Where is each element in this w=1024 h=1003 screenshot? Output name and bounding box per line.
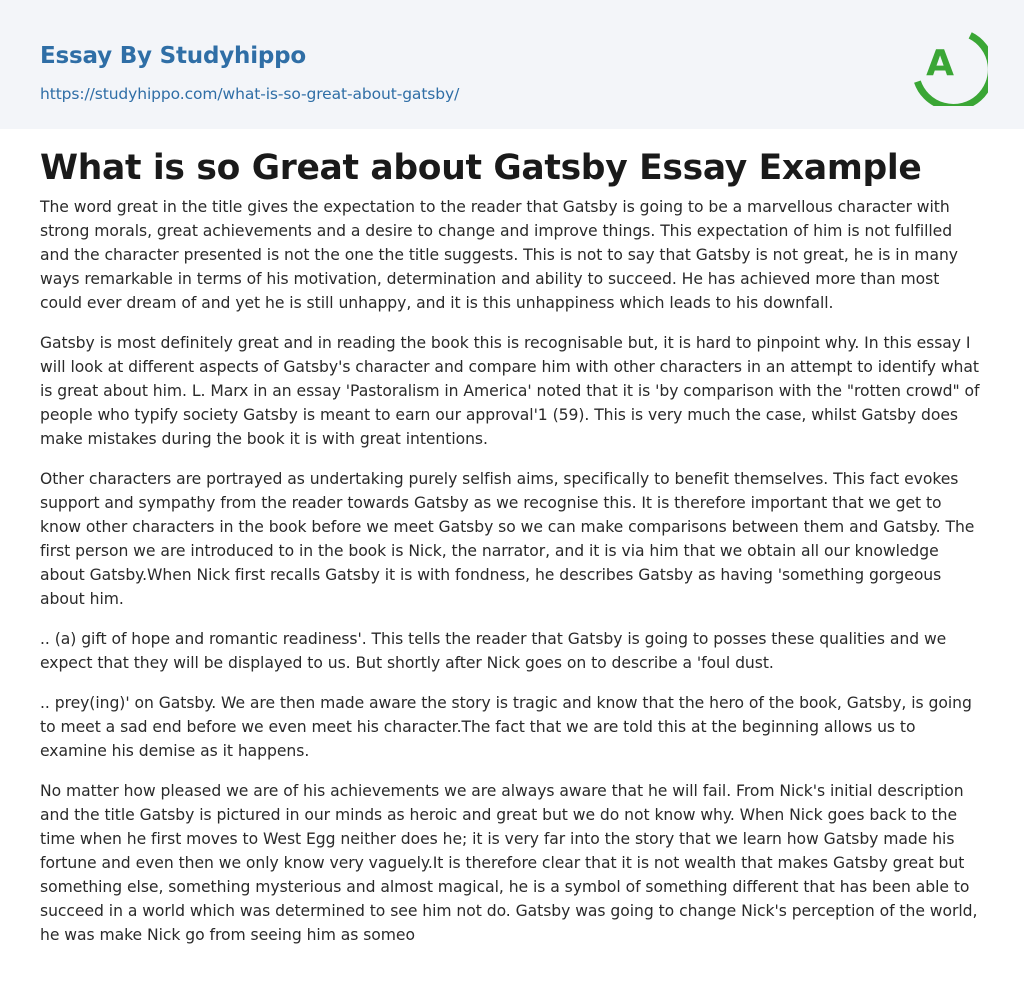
- site-brand-title[interactable]: Essay By Studyhippo: [40, 43, 307, 69]
- article-paragraph: The word great in the title gives the expectation to the reader that Gatsby is going to be a marvellous character with strong morals, great achievements and a desire to change and improve things. This expectation of him is not fulfilled and the character presented is not the one the title suggests. This is not to say that Gatsby is not great, he is in many ways remarkable in terms of his motivation, determination and ability to succeed. He has achieved more than most could ever dream of and yet he is still unhappy, and it is this unhappiness which leads to his downfall.: [40, 198, 958, 312]
- article: [40, 145, 986, 963]
- logo-icon: [908, 18, 988, 106]
- article-paragraph: Gatsby is most definitely great and in reading the book this is recognisable but, it is hard to pinpoint why. In this essay I will look at different aspects of Gatsby's character and compare him with other characters in an attempt to identify what is great about him. L. Marx in an essay 'Pastoralism in America' noted that it is 'by comparison with the "rotten crowd" of people who typify society Gatsby is meant to earn our approval'1 (59). This is very much the case, whilst Gatsby does make mistakes during the book it is with great intentions.: [40, 334, 980, 448]
- studyhippo-logo[interactable]: [908, 18, 988, 106]
- article-paragraph: .. (a) gift of hope and romantic readiness'. This tells the reader that Gatsby is going to posses these qualities and we expect that they will be displayed to us. But shortly after Nick goes on to describe a 'foul dust.: [40, 630, 947, 672]
- page-url-link[interactable]: https://studyhippo.com/what-is-so-great-about-gatsby/: [40, 85, 460, 103]
- logo-letter: A: [926, 43, 954, 84]
- article-paragraph: Other characters are portrayed as undertaking purely selfish aims, specifically to benefit themselves. This fact evokes support and sympathy from the reader towards Gatsby as we recognise this. It is therefore important that we get to know other characters in the book before we meet Gatsby so we can make comparisons between them and Gatsby. The first person we are introduced to in the book is Nick, the narrator, and it is via him that we obtain all our knowledge about Gatsby.When Nick first recalls Gatsby it is with fondness, he describes Gatsby as having 'something gorgeous about him.: [40, 470, 975, 608]
- article-paragraph: No matter how pleased we are of his achievements we are always aware that he will fail. From Nick's initial description and the title Gatsby is pictured in our minds as heroic and great but we do not know why. When Nick goes back to the time when he first moves to West Egg neither does he; it is very far into the story that we learn how Gatsby made his fortune and even then we only know very vaguely.It is therefore clear that it is not wealth that makes Gatsby great but something else, something mysterious and almost magical, he is a symbol of something different that has been able to succeed in a world which was determined to see him not do. Gatsby was going to change Nick's perception of the world, he was make Nick go from seeing him as someo: [40, 782, 978, 944]
- site-header: [0, 0, 1024, 129]
- article-paragraph: .. prey(ing)' on Gatsby. We are then made aware the story is tragic and know that the hero of the book, Gatsby, is going to meet a sad end before we even meet his character.The fact that we are told this at the beginning allows us to examine his demise as it happens.: [40, 694, 972, 760]
- article-title: What is so Great about Gatsby Essay Example: [40, 148, 922, 188]
